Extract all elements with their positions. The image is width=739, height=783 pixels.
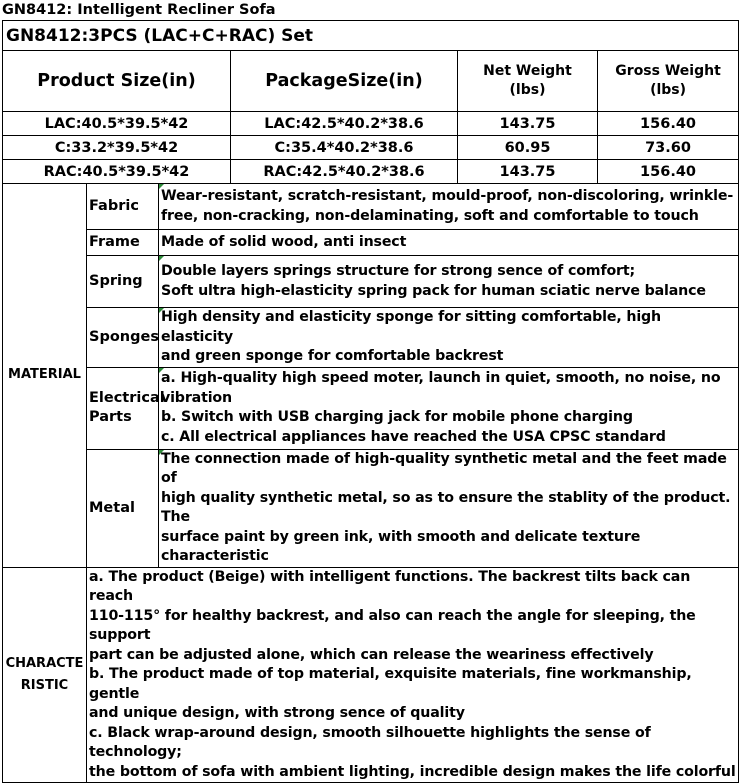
material-fabric-label: Fabric	[87, 184, 159, 230]
net-weight-cell: 60.95	[458, 136, 598, 160]
gross-weight-cell: 156.40	[598, 112, 739, 136]
spec-table	[2, 20, 739, 783]
material-electrical-label: Electrical Parts	[87, 367, 159, 449]
header-product-size: Product Size(in)	[3, 51, 231, 112]
material-sponges-text: High density and elasticity sponge for sitting comfortable, high elasticity and green sponge for comfortable backrest	[159, 308, 739, 368]
characteristic-label: CHARACTE RISTIC	[3, 567, 87, 783]
material-label: MATERIAL	[3, 184, 87, 568]
product-size-cell: RAC:40.5*39.5*42	[3, 160, 231, 184]
net-weight-cell: 143.75	[458, 160, 598, 184]
table-row	[3, 136, 739, 160]
material-spring-text: Double layers springs structure for strong sence of comfort; Soft ultra high-elasticity spring pack for human sciatic nerve balance	[159, 256, 739, 308]
set-title: GN8412:3PCS (LAC+C+RAC) Set	[3, 21, 739, 51]
material-metal-label: Metal	[87, 449, 159, 567]
package-size-cell: RAC:42.5*40.2*38.6	[231, 160, 458, 184]
net-weight-cell: 143.75	[458, 112, 598, 136]
gross-weight-cell: 73.60	[598, 136, 739, 160]
header-net-weight: Net Weight (lbs)	[458, 51, 598, 112]
table-row	[3, 160, 739, 184]
product-size-cell: C:33.2*39.5*42	[3, 136, 231, 160]
material-metal-text: The connection made of high-quality synthetic metal and the feet made of high quality synthetic metal, so as to ensure the stablity of the product. The surface paint by green ink, with smooth and delicate texture characteristic	[159, 449, 739, 567]
document-title: GN8412: Intelligent Recliner Sofa	[2, 2, 276, 18]
material-electrical-text: a. High-quality high speed moter, launch in quiet, smooth, no noise, no vibration b. Switch with USB charging jack for mobile phone charging c. All electrical appliances have reached the USA CPSC standard	[159, 367, 739, 449]
material-frame-label: Frame	[87, 230, 159, 256]
material-fabric-text: Wear-resistant, scratch-resistant, mould-proof, non-discoloring, wrinkle- free, non-cracking, non-delaminating, soft and comfortable to touch	[159, 184, 739, 230]
characteristic-text: a. The product (Beige) with intelligent functions. The backrest tilts back can reach 110-115° for healthy backrest, and also can reach the angle for sleeping, the support part can be adjusted alone, which can release the weariness effectively b. The product made of top material, exquisite materials, fine workmanship, gentle and unique design, with strong sence of quality c. Black wrap-around design, smooth silhouette highlights the sense of technology; the bottom of sofa with ambient lighting, incredible design makes the life colorful	[87, 567, 739, 783]
material-spring-label: Spring	[87, 256, 159, 308]
table-row	[3, 112, 739, 136]
package-size-cell: LAC:42.5*40.2*38.6	[231, 112, 458, 136]
package-size-cell: C:35.4*40.2*38.6	[231, 136, 458, 160]
gross-weight-cell: 156.40	[598, 160, 739, 184]
header-package-size: PackageSize(in)	[231, 51, 458, 112]
product-size-cell: LAC:40.5*39.5*42	[3, 112, 231, 136]
material-sponges-label: Sponges	[87, 308, 159, 368]
header-gross-weight: Gross Weight (lbs)	[598, 51, 739, 112]
material-frame-text: Made of solid wood, anti insect	[159, 230, 739, 256]
